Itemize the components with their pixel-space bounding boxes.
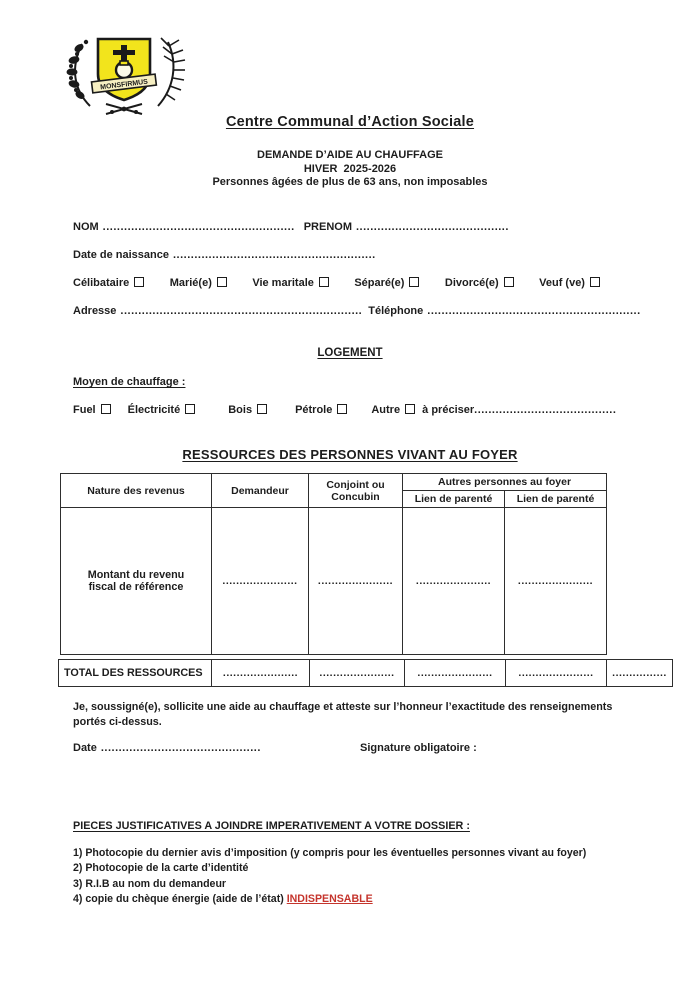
date-label: Date — [73, 742, 97, 754]
other-precision-label: à préciser — [422, 404, 475, 416]
attachments-title: PIECES JUSTIFICATIVES A JOINDRE IMPERATIVEMENT A VOTRE DOSSIER : — [73, 820, 470, 832]
birthdate-field[interactable]: ......................................................... — [173, 249, 376, 261]
date-line — [73, 742, 261, 754]
vie-maritale-checkbox[interactable] — [319, 277, 329, 287]
marital-option-veuf — [539, 277, 600, 289]
nom-label: NOM — [73, 221, 99, 233]
signature-label: Signature obligatoire : — [360, 742, 477, 754]
col-header-autres: Autres personnes au foyer — [403, 474, 607, 491]
row-label-revenu-fiscal: Montant du revenu fiscal de référence — [61, 508, 212, 655]
heating-option-autre — [371, 404, 616, 416]
other-precision-field[interactable]: ........................................ — [474, 404, 617, 416]
phone-field[interactable]: ............................................................ — [427, 305, 641, 317]
indispensable-highlight: INDISPENSABLE — [286, 892, 373, 905]
org-title: Centre Communal d’Action Sociale — [225, 114, 475, 130]
petrole-checkbox[interactable] — [337, 404, 347, 414]
marital-option-label: Séparé(e) — [354, 277, 405, 289]
name-line — [73, 221, 509, 233]
marital-option-label: Marié(e) — [169, 277, 212, 289]
heating-options-line — [73, 404, 616, 416]
marital-option-separe — [354, 277, 419, 289]
heating-option-bois — [228, 404, 267, 416]
nom-field[interactable]: ...................................................... — [102, 221, 295, 233]
revenu-cell-autre-1[interactable]: ...................... — [403, 508, 505, 655]
heating-label: Moyen de chauffage : — [73, 376, 186, 388]
attachment-item-3: 3) R.I.B au nom du demandeur — [73, 877, 227, 890]
birthdate-line — [73, 249, 376, 261]
resources-section-title: RESSOURCES DES PERSONNES VIVANT AU FOYER — [182, 447, 518, 462]
doc-title: DEMANDE D’AIDE AU CHAUFFAGE — [257, 149, 443, 161]
marital-option-vie-maritale — [252, 277, 329, 289]
table-row — [61, 508, 607, 655]
col-header-demandeur: Demandeur — [212, 474, 309, 508]
attachment-item-2: 2) Photocopie de la carte d’identité — [73, 862, 249, 875]
logement-section-title: LOGEMENT — [317, 347, 383, 359]
heating-option-label: Autre — [371, 404, 401, 416]
attachment-item-4-text: 4) copie du chèque énergie (aide de l’état) — [73, 892, 287, 905]
phone-label: Téléphone — [368, 305, 424, 317]
autre-checkbox[interactable] — [405, 404, 415, 414]
attachments-list — [73, 846, 586, 907]
coat-of-arms-logo — [62, 34, 186, 118]
marital-option-label: Divorcé(e) — [444, 277, 499, 289]
heating-option-petrole — [295, 404, 347, 416]
marie-checkbox[interactable] — [217, 277, 227, 287]
col-header-nature: Nature des revenus — [61, 474, 212, 508]
total-label: TOTAL DES RESSOURCES — [59, 660, 212, 687]
resources-table — [60, 473, 607, 655]
col-header-lien-1: Lien de parenté — [403, 491, 505, 508]
marital-option-divorce — [445, 277, 514, 289]
bois-checkbox[interactable] — [257, 404, 267, 414]
divorce-checkbox[interactable] — [504, 277, 514, 287]
heating-option-label: Bois — [228, 404, 253, 416]
declaration-text — [73, 700, 673, 730]
address-field[interactable]: .................................................................... — [120, 305, 363, 317]
address-line — [73, 305, 641, 317]
revenu-cell-conjoint[interactable]: ...................... — [309, 508, 403, 655]
attachment-item-4 — [73, 892, 586, 907]
separe-checkbox[interactable] — [409, 277, 419, 287]
address-label: Adresse — [73, 305, 117, 317]
total-cell-demandeur[interactable]: ...................... — [212, 660, 310, 687]
total-cell-autre-2[interactable]: ...................... — [506, 660, 607, 687]
date-field[interactable]: ............................................. — [100, 742, 261, 754]
heating-option-label: Fuel — [73, 404, 96, 416]
electricite-checkbox[interactable] — [185, 404, 195, 414]
attachment-item-1: 1) Photocopie du dernier avis d’imposition (y compris pour les éventuelles personnes vivant au foyer) — [73, 847, 587, 859]
heating-option-electricite — [128, 404, 196, 416]
total-resources-row — [58, 659, 673, 687]
total-cell-extra[interactable]: ................ — [607, 660, 673, 687]
motto-text: MONSFIRMUS — [99, 78, 149, 92]
eligibility-line: Personnes âgées de plus de 63 ans, non imposables — [212, 176, 488, 188]
prenom-field[interactable]: ........................................... — [356, 221, 509, 233]
declaration-line-1: Je, soussigné(e), sollicite une aide au chauffage et atteste sur l’honneur l’exactitude des renseignements — [73, 701, 613, 713]
total-cell-autre-1[interactable]: ...................... — [405, 660, 506, 687]
total-cell-conjoint[interactable]: ...................... — [310, 660, 405, 687]
season-line: HIVER 2025-2026 — [303, 163, 397, 175]
marital-option-celibataire — [73, 277, 144, 289]
heating-option-label: Pétrole — [295, 404, 333, 416]
prenom-label: PRENOM — [303, 221, 352, 233]
marital-option-label: Célibataire — [73, 277, 130, 289]
marital-option-marie — [170, 277, 227, 289]
heating-option-label: Électricité — [127, 404, 181, 416]
col-header-lien-2: Lien de parenté — [505, 491, 607, 508]
revenu-cell-autre-2[interactable]: ...................... — [505, 508, 607, 655]
marital-option-label: Vie maritale — [252, 277, 314, 289]
celibataire-checkbox[interactable] — [134, 277, 144, 287]
birthdate-label: Date de naissance — [73, 249, 169, 261]
fuel-checkbox[interactable] — [101, 404, 111, 414]
marital-option-label: Veuf (ve) — [539, 277, 585, 289]
veuf-checkbox[interactable] — [590, 277, 600, 287]
col-header-conjoint: Conjoint ou Concubin — [309, 474, 403, 508]
heating-option-fuel — [73, 404, 111, 416]
marital-status-line — [73, 277, 600, 289]
declaration-line-2: portés ci-dessus. — [73, 716, 162, 728]
revenu-cell-demandeur[interactable]: ...................... — [212, 508, 309, 655]
